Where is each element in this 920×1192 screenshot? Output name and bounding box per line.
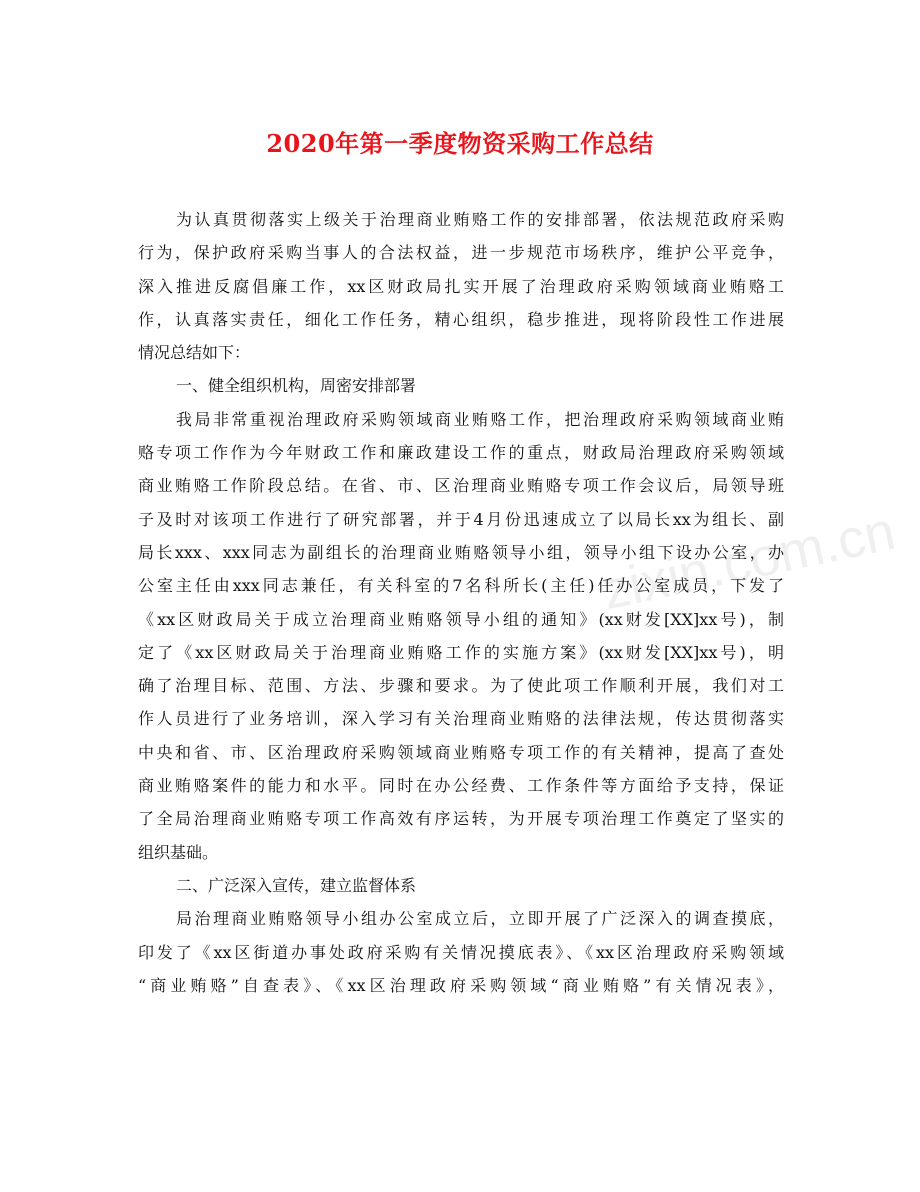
paragraph-line: 我局非常重视治理政府采购领域商业贿赂工作，把治理政府采购领域商业贿: [176, 409, 784, 429]
paragraph-line: 定了《xx区财政局关于治理商业贿赂工作的实施方案》(xx财发[XX]xx号)，明: [138, 642, 784, 662]
paragraph-line: 行为，保护政府采购当事人的合法权益，进一步规范市场秩序，维护公平竞争，: [138, 243, 784, 263]
paragraph-line: 为认真贯彻落实上级关于治理商业贿赂工作的安排部署，依法规范政府采购: [176, 210, 784, 229]
paragraph-line: 赂专项工作作为今年财政工作和廉政建设工作的重点，财政局治理政府采购领域: [138, 443, 784, 463]
paragraph-line: 作人员进行了业务培训，深入学习有关治理商业贿赂的法律法规，传达贯彻落实: [138, 709, 784, 729]
watermark: zixin.com.cn: [597, 500, 901, 622]
paragraph-line: 《xx区财政局关于成立治理商业贿赂领导小组的通知》(xx财发[XX]xx号)，制: [138, 609, 784, 629]
paragraph-line: 确了治理目标、范围、方法、步骤和要求。为了使此项工作顺利开展，我们对工: [138, 676, 784, 696]
paragraph-line: 情况总结如下：: [138, 343, 251, 363]
paragraph-line: 印发了《xx区街道办事处政府采购有关情况摸底表》、《xx区治理政府采购领域: [138, 942, 784, 962]
paragraph-line: 子及时对该项工作进行了研究部署，并于4月份迅速成立了以局长xx为组长、副: [138, 509, 784, 529]
paragraph-line: 商业贿赂案件的能力和水平。同时在办公经费、工作条件等方面给予支持，保证: [138, 776, 784, 796]
paragraph-line: 局治理商业贿赂领导小组办公室成立后，立即开展了广泛深入的调查摸底，: [176, 909, 784, 929]
paragraph-line: 了全局治理商业贿赂专项工作高效有序运转，为开展专项治理工作奠定了坚实的: [138, 809, 784, 829]
paragraph-line: 商业贿赂工作阶段总结。在省、市、区治理商业贿赂专项工作会议后，局领导班: [138, 476, 784, 496]
paragraph-line: “商业贿赂”自查表》、《xx区治理政府采购领域“商业贿赂”有关情况表》，: [138, 975, 784, 995]
paragraph-line: 局长xxx、xxx同志为副组长的治理商业贿赂领导小组，领导小组下设办公室，办: [138, 542, 784, 562]
paragraph-line: 一、健全组织机构，周密安排部署: [176, 376, 417, 396]
document-body: [138, 203, 784, 1002]
paragraph-line: 公室主任由xxx同志兼任，有关科室的7名科所长(主任)任办公室成员，下发了: [138, 576, 784, 596]
paragraph-line: 二、广泛深入宣传，建立监督体系: [176, 875, 417, 895]
paragraph-line: 组织基础。: [138, 842, 219, 862]
document-title: 2020年第一季度物资采购工作总结: [266, 129, 654, 158]
paragraph-line: 中央和省、市、区治理政府采购领域商业贿赂专项工作的有关精神，提高了查处: [138, 742, 784, 762]
paragraph-line: 作，认真落实责任，细化工作任务，精心组织，稳步推进，现将阶段性工作进展: [138, 309, 784, 329]
paragraph-line: 深入推进反腐倡廉工作，xx区财政局扎实开展了治理政府采购领域商业贿赂工: [138, 276, 784, 296]
